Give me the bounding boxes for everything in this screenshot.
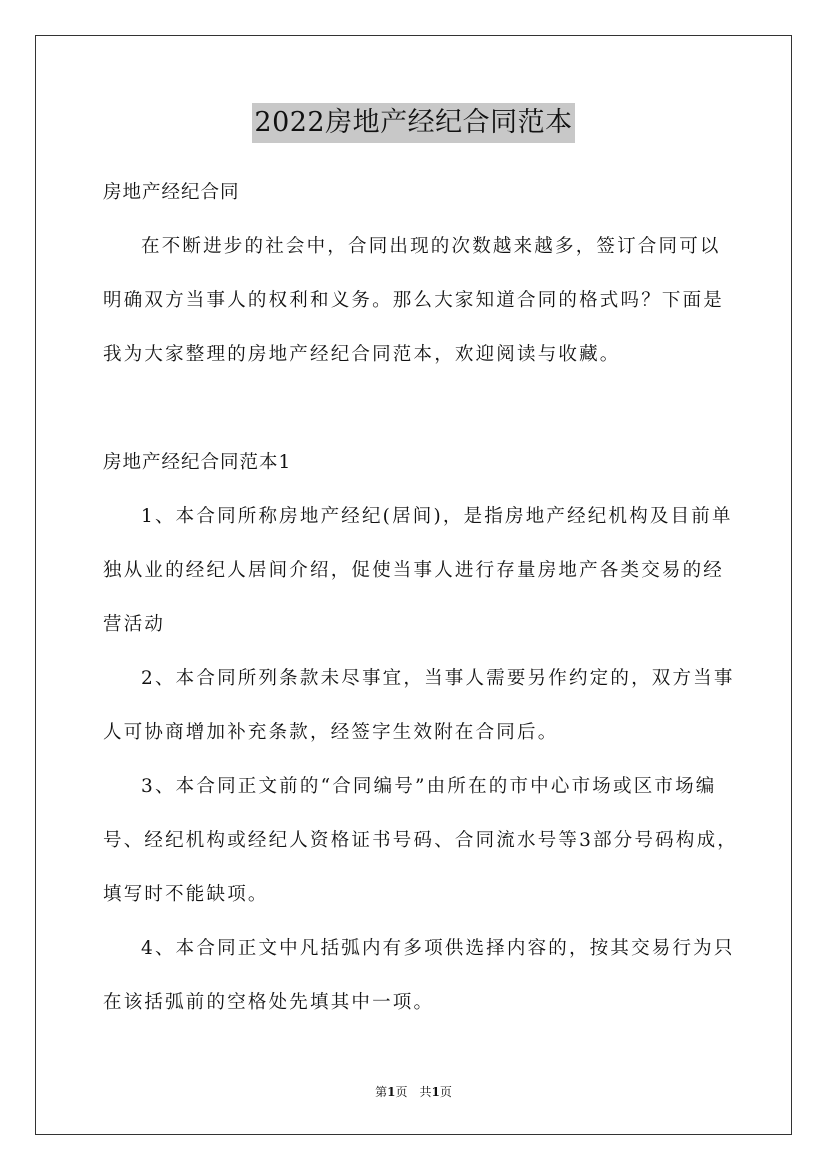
clause-line: 在该括弧前的空格处先填其中一项。 [103, 992, 435, 1013]
footer-current-page: 1 [387, 1085, 396, 1099]
clause-line: 独从业的经纪人居间介绍，促使当事人进行存量房地产各类交易的经 [103, 560, 725, 581]
clause-line: 2、本合同所列条款未尽事宜，当事人需要另作约定的，双方当事 [141, 668, 735, 689]
clause-line: 人可协商增加补充条款，经签字生效附在合同后。 [103, 722, 559, 743]
section-heading: 房地产经纪合同范本1 [103, 452, 292, 473]
intro-line: 在不断进步的社会中，合同出现的次数越来越多，签订合同可以 [141, 236, 721, 257]
page-footer [0, 1084, 827, 1100]
clause-line: 填写时不能缺项。 [103, 884, 269, 905]
footer-mid: 页 共 [395, 1085, 432, 1099]
section-heading: 房地产经纪合同 [103, 182, 240, 203]
title-container [0, 103, 827, 143]
footer-total-pages: 1 [431, 1085, 440, 1099]
clause-line: 4、本合同正文中凡括弧内有多项供选择内容的，按其交易行为只 [141, 938, 735, 959]
clause-line: 1、本合同所称房地产经纪(居间)，是指房地产经纪机构及目前单 [141, 506, 733, 527]
clause-line: 营活动 [103, 614, 166, 635]
intro-line: 明确双方当事人的权利和义务。那么大家知道合同的格式吗？下面是 [103, 290, 725, 311]
footer-prefix: 第 [375, 1085, 388, 1099]
clause-line: 3、本合同正文前的“合同编号”由所在的市中心市场或区市场编 [141, 776, 717, 797]
document-title: 2022房地产经纪合同范本 [252, 103, 574, 143]
clause-line: 号、经纪机构或经纪人资格证书号码、合同流水号等3部分号码构成， [103, 830, 738, 851]
footer-suffix: 页 [439, 1085, 452, 1099]
intro-line: 我为大家整理的房地产经纪合同范本，欢迎阅读与收藏。 [103, 344, 621, 365]
